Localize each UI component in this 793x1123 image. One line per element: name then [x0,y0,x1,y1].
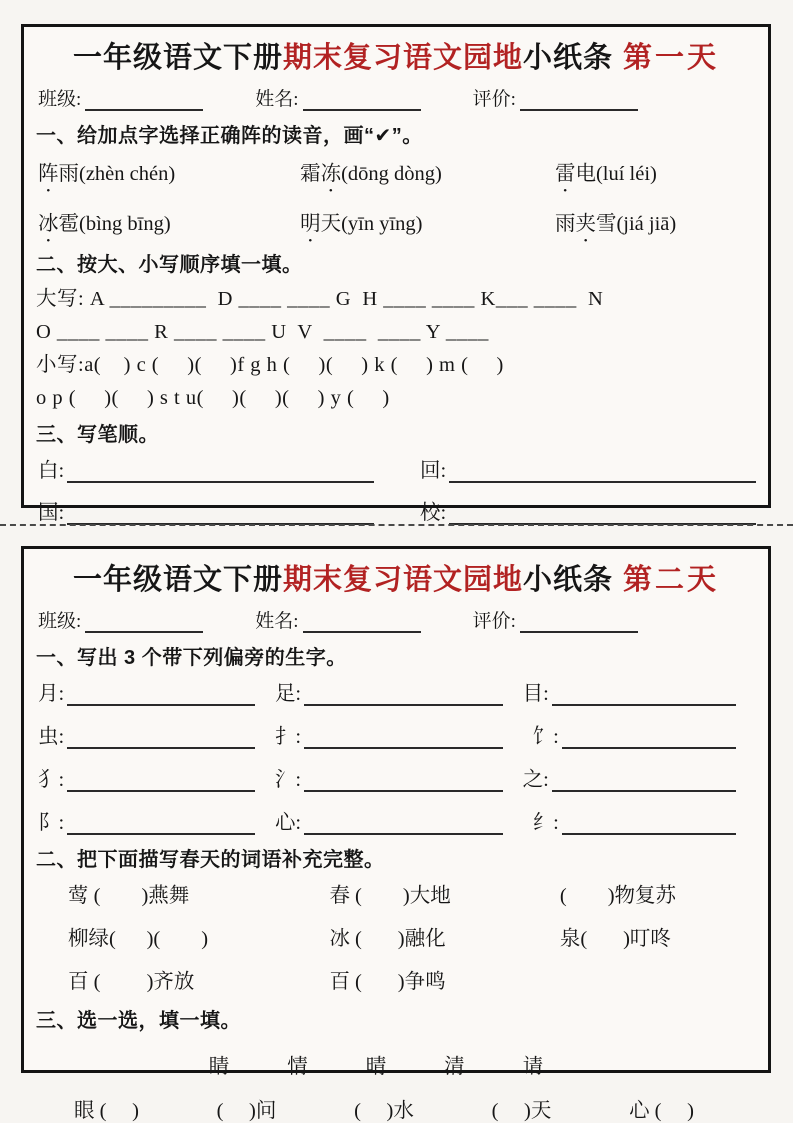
dotted-char: 冻 [320,163,342,185]
pinyin-word: 雷电(luí léi) [555,156,756,186]
spring-phrase-grid [36,878,756,994]
name-blank-line [303,91,421,111]
eval-field [473,606,638,633]
pinyin-word: 阵雨(zhèn chén) [38,156,300,186]
name-label: 姓名: [255,611,299,632]
radical-blank-line [562,814,736,835]
name-field [255,606,420,633]
pinyin-options: (bìng bīng) [79,213,171,235]
radical-item [275,762,523,792]
title-part-grade: 一年级语文下册 [72,42,283,74]
radical-label: 饣: [532,726,559,748]
pinyin-word: 冰雹(bìng bīng) [38,206,300,236]
radical-blank-line [67,814,255,835]
class-field [38,606,203,633]
radical-blank-line [304,814,503,835]
pinyin-options: (yīn yīng) [341,213,423,235]
pinyin-options: (luí léi) [595,163,657,185]
worksheet-day1 [21,24,771,524]
radical-label: 月: [38,683,65,705]
fill-item: ( )问 [216,1100,277,1122]
radical-blank-line [562,728,736,749]
fill-item: ( )天 [491,1100,552,1122]
phrase-blank: 柳绿( )( ) [68,928,209,950]
name-blank-line [303,613,421,633]
eval-label: 评价: [472,611,516,632]
radical-blank-line [304,728,503,749]
stroke-item [38,453,374,483]
radical-label: 之: [522,769,549,791]
radical-label: 犭: [38,769,65,791]
radical-item [38,676,275,706]
stroke-item [38,495,374,525]
radical-label: 氵: [274,769,302,791]
radical-item [275,676,523,706]
radical-label: 足: [274,683,302,705]
dotted-char: 夹 [575,213,596,235]
title-part-grade: 一年级语文下册 [72,564,283,596]
title-part-note: 小纸条 [523,42,614,74]
stroke-blank-line [67,504,374,525]
stroke-char-label: 回: [420,460,447,482]
pinyin-word: 雨夹雪(jiá jiā) [555,206,756,236]
radical-label: 阝: [38,812,65,834]
name-label: 姓名: [255,89,299,110]
fill-in-row [36,1093,756,1123]
section1-heading: 一、给加点字选择正确阵的读音，画“✔”。 [36,125,423,147]
radical-label: 纟: [532,812,559,834]
radical-item [38,762,275,792]
dotted-char: 阵 [38,163,59,185]
phrase-blank: ( )物复苏 [559,885,677,907]
pinyin-options: (jiá jiā) [616,213,677,235]
fill-item: 心 ( ) [629,1100,694,1122]
worksheet-day2 [21,546,771,1122]
lowercase-line-2: o p ( )( ) s t u( )( )( ) y ( ) [36,387,390,409]
stroke-blank-line [449,504,756,525]
uppercase-line-1: 大写: A _________ D ____ ____ G H ____ ____ K___ ____ N [36,288,604,310]
stroke-order-grid [38,453,756,525]
phrase-blank: 莺 ( )燕舞 [68,885,190,907]
class-blank-line [85,613,203,633]
stroke-char-label: 国: [38,502,65,524]
eval-field [473,84,638,111]
fill-item: 眼 ( ) [74,1100,139,1122]
radical-item [523,805,756,835]
radical-item [38,719,275,749]
pinyin-options: (zhèn chén) [79,163,176,185]
class-blank-line [85,91,203,111]
radical-item [523,676,756,706]
pinyin-word: 霜冻(dōng dòng) [300,156,555,186]
radical-label: 目: [522,683,549,705]
class-label: 班级: [38,89,82,110]
radical-blank-line [304,685,503,706]
section2-heading: 二、按大、小写顺序填一填。 [36,254,303,276]
radical-item [523,719,756,749]
radical-item [38,805,275,835]
section3-heading: 三、写笔顺。 [36,424,159,446]
title-day-label: 第二天 [623,564,720,596]
phrase-blank: 泉( )叮咚 [559,928,671,950]
pinyin-options: (dōng dòng) [341,163,442,185]
dotted-char: 明 [300,213,321,235]
eval-blank-line [520,613,638,633]
dotted-char: 冰 [38,213,59,235]
radical-label: 心: [274,812,302,834]
fill-item: ( )水 [354,1100,414,1122]
option-char: 情 [287,1056,308,1078]
radical-grid [38,676,756,835]
radical-blank-line [67,771,255,792]
eval-label: 评价: [472,89,516,110]
option-char: 清 [444,1056,465,1078]
radical-blank-line [67,728,255,749]
stroke-blank-line [449,462,756,483]
phrase-blank: 冰 ( )融化 [329,928,446,950]
student-info-row [38,606,756,633]
phrase-blank: 百 ( )齐放 [68,971,195,993]
pinyin-word: 明天(yīn yīng) [300,206,555,236]
section1-heading: 一、写出 3 个带下列偏旁的生字。 [36,647,347,669]
title-part-review: 期末复习语文园地 [282,42,523,74]
lowercase-line-1: 小写:a( ) c ( )( )f g h ( )( ) k ( ) m ( ) [36,354,504,376]
pinyin-choice-grid [38,156,756,236]
option-char: 请 [522,1056,544,1078]
option-char: 晴 [365,1056,387,1078]
dotted-char: 雷 [554,163,576,185]
stroke-blank-line [67,462,374,483]
page-title [36,35,756,76]
name-field [255,84,420,111]
radical-item [523,762,756,792]
page-title [36,557,756,598]
title-part-note: 小纸条 [523,564,614,596]
radical-blank-line [67,685,255,706]
title-day-label: 第一天 [623,42,720,74]
stroke-item [420,453,756,483]
radical-item [275,719,523,749]
radical-blank-line [552,771,736,792]
page-divider-dashed [0,524,793,526]
radical-blank-line [304,771,503,792]
option-char: 睛 [208,1056,230,1078]
radical-label: 扌: [274,726,302,748]
student-info-row [38,84,756,111]
class-label: 班级: [38,611,82,632]
uppercase-line-2: O ____ ____ R ____ ____ U V ____ ____ Y ____ [36,321,489,343]
phrase-blank [560,964,756,994]
phrase-blank: 春 ( )大地 [329,885,451,907]
character-options-row [36,1049,716,1079]
radical-blank-line [552,685,736,706]
eval-blank-line [520,91,638,111]
radical-label: 虫: [38,726,65,748]
stroke-char-label: 白: [38,460,65,482]
section2-heading: 二、把下面描写春天的词语补充完整。 [36,849,385,871]
class-field [38,84,203,111]
section3-heading: 三、选一选，填一填。 [36,1010,241,1032]
title-part-review: 期末复习语文园地 [282,564,523,596]
stroke-char-label: 校: [420,502,447,524]
radical-item [275,805,523,835]
phrase-blank: 百 ( )争鸣 [329,971,446,993]
stroke-item [420,495,756,525]
